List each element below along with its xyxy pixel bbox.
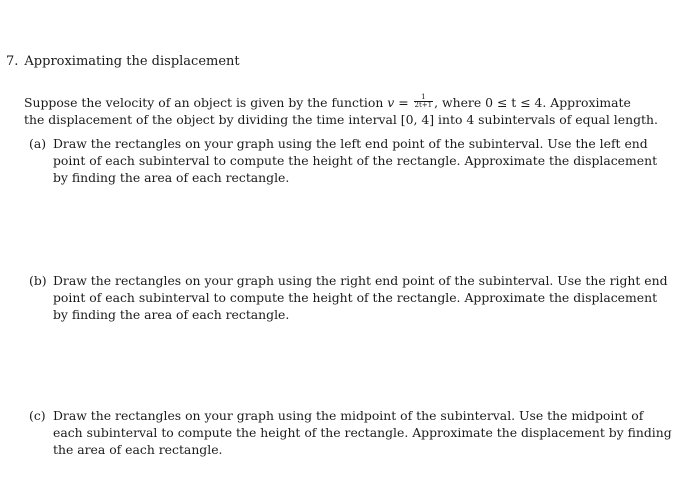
part-c [29,407,672,458]
part-a-label: (a) [29,136,47,151]
part-a-line: point of each subinterval to compute the height of the rectangle. Approximate the displacement [53,153,658,168]
part-c-label: (c) [29,408,46,423]
part-c-line: each subinterval to compute the height of the rectangle. Approximate the displacement by finding [53,425,672,440]
part-a-line: Draw the rectangles on your graph using the left end point of the subinterval. Use the left end [53,136,648,151]
part-c-text [53,407,672,458]
part-b-line: point of each subinterval to compute the height of the rectangle. Approximate the displacement [53,290,658,305]
problem-number: 7. [6,54,19,69]
part-b [29,272,668,323]
statement-text-end: , where 0 ≤ t ≤ 4. Approximate [434,95,631,110]
problem-heading [6,54,240,70]
statement-text-start: Suppose the velocity of an object is given by the function [24,95,388,110]
fraction-numerator: 1 [414,94,434,102]
problem-statement [24,93,658,128]
part-b-text [53,272,668,323]
problem-title: Approximating the displacement [24,54,240,69]
velocity-expression: v = [387,95,409,110]
part-a-line: by finding the area of each rectangle. [53,170,290,185]
statement-line-2: the displacement of the object by dividing the time interval [0, 4] into 4 subintervals of equal length. [24,112,658,127]
part-a-text [53,135,658,186]
part-b-label: (b) [29,273,47,288]
fraction-denominator: 2t+1 [414,101,433,109]
part-c-line: Draw the rectangles on your graph using the midpoint of the subinterval. Use the midpoint of [53,408,644,423]
statement-line-1 [24,94,636,111]
part-b-line: Draw the rectangles on your graph using the right end point of the subinterval. Use the right end [53,273,668,288]
part-c-line: the area of each rectangle. [53,442,223,457]
part-b-line: by finding the area of each rectangle. [53,307,290,322]
part-a [29,135,658,186]
velocity-fraction [414,94,434,109]
